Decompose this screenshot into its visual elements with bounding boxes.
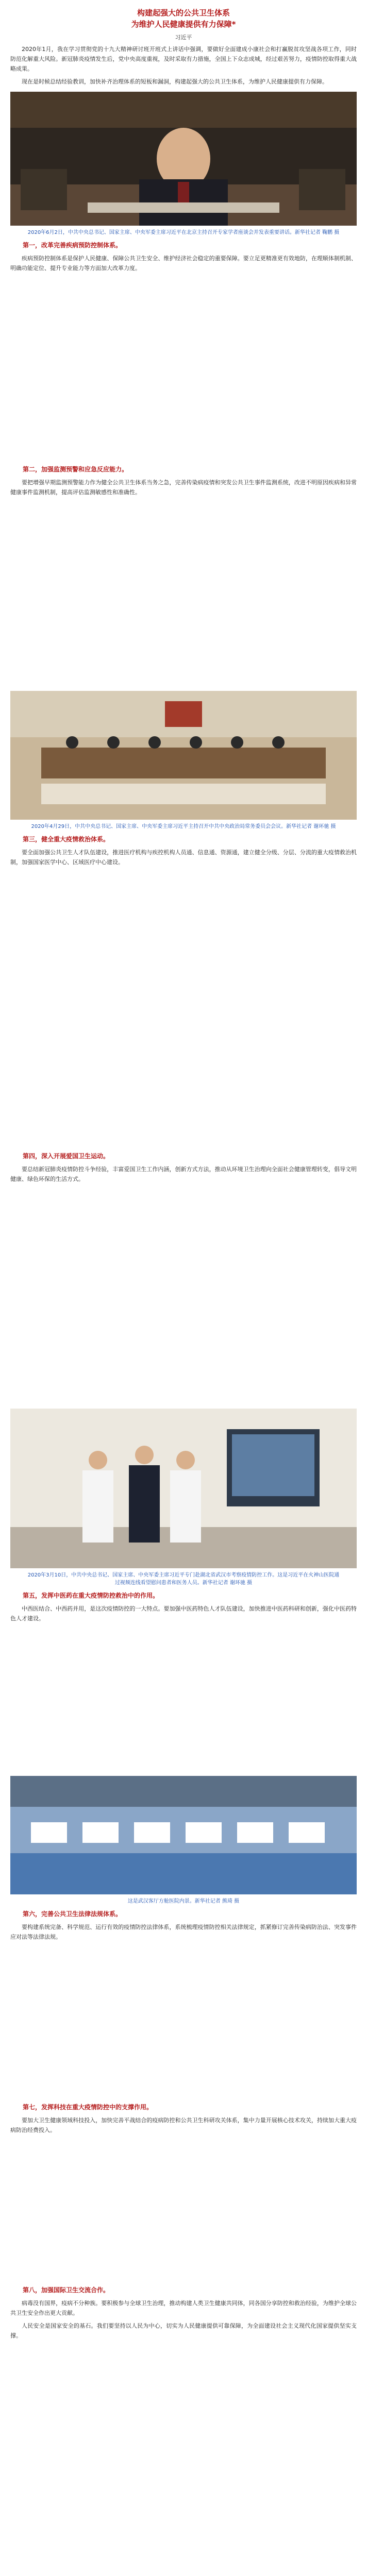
section-5-text: 中西医结合、中西药并用，是这次疫情防控的一大特点。要加强中医药特色人才队伍建设，加快推进中医药科研和创新，强化中医药特色人才建设。 (10, 1605, 357, 1622)
header (10, 0, 357, 41)
speech-photo-illustration (10, 92, 357, 226)
article-title-line1: 构建起强大的公共卫生体系 (137, 8, 230, 18)
text-block-spacer (10, 870, 357, 1148)
photo-field-hospital (10, 1776, 357, 1894)
text-block-spacer (10, 276, 357, 462)
section-8-head: 第八，加强国际卫生交流合作。 (23, 2286, 110, 2294)
hospital-photo-illustration (10, 1409, 357, 1568)
text-block-spacer (10, 1187, 357, 1403)
photo-meeting (10, 691, 357, 820)
section-2-text: 要把增强早期监测预警能力作为健全公共卫生体系当务之急，完善传染病疫情和突发公共卫生事件监测系统，改进不明原因疾病和异常健康事件监测机制，提高评估监测敏感性和准确性。 (10, 479, 357, 496)
intro-paragraph-2: 现在是时候总结经验教训，加快补齐治理体系的短板和漏洞，构建起强大的公共卫生体系，为维护人民健康提供有力保障。 (22, 78, 328, 85)
photo-caption-3: 2020年3月10日，中共中央总书记、国家主席、中央军委主席习近平专门赴湖北省武汉市考察疫情防控工作。这是习近平在火神山医院通过视频连线看望慰问患者和医务人员。新华社记者 谢环驰 摄 (27, 1572, 340, 1586)
section-6-text: 要构建系统完备、科学规范、运行有效的疫情防控法律体系，系统梳理疫情防控相关法律规定，抓紧修订完善传染病防治法、突发事件应对法等法律法规。 (10, 1924, 357, 1940)
section-6-head: 第六，完善公共卫生法律法规体系。 (23, 1910, 122, 1918)
section-7-head: 第七，发挥科技在重大疫情防控中的支撑作用。 (23, 2104, 153, 2111)
text-block-spacer (10, 2138, 357, 2282)
section-3-head: 第三，健全重大疫情救治体系。 (23, 836, 110, 843)
article-author: 习近平 (175, 34, 192, 41)
section-4-text: 要总结新冠肺炎疫情防控斗争经验，丰富爱国卫生工作内涵，创新方式方法，推动从环境卫生治理向全面社会健康管理转变，倡导文明健康、绿色环保的生活方式。 (10, 1166, 357, 1182)
article-title-line2: 为维护人民健康提供有力保障* (131, 20, 236, 29)
photo-caption-4: 这是武汉客厅方舱医院内景。新华社记者 熊琦 摄 (127, 1899, 240, 1904)
closing-paragraph: 人民安全是国家安全的基石。我们要坚持以人民为中心，切实为人民健康提供可靠保障，为全面建设社会主义现代化国家提供坚实支撑。 (10, 2323, 357, 2339)
text-block-spacer (10, 1626, 357, 1771)
field-hospital-illustration (10, 1776, 357, 1894)
intro-paragraph-1: 2020年1月，我在学习贯彻党的十九大精神研讨班开班式上讲话中强调，要做好全面建成小康社会和打赢脱贫攻坚战各项工作，同时防范化解重大风险。新冠肺炎疫情发生后，党中央高度重视，及时采取有力措施，全国上下众志成城，经过艰苦努力，疫情防控取得重大战略成果。 (10, 46, 357, 72)
photo-caption-2: 2020年4月29日，中共中央总书记、国家主席、中央军委主席习近平主持召开中共中央政治局常务委员会会议。新华社记者 谢环驰 摄 (31, 824, 336, 829)
section-8-text: 病毒没有国界，疫病不分种族。要积极参与全球卫生治理，推动构建人类卫生健康共同体，同各国分享防控和救治经验，为维护全球公共卫生安全作出更大贡献。 (10, 2300, 357, 2316)
text-block-spacer (10, 500, 357, 686)
text-block-spacer (10, 1945, 357, 2099)
section-2-head: 第二，加强监测预警和应急反应能力。 (23, 466, 128, 473)
meeting-photo-illustration (10, 691, 357, 820)
section-3-text: 要全面加强公共卫生人才队伍建设，推进医疗机构与疾控机构人员通、信息通、资源通，建立健全分级、分层、分流的重大疫情救治机制，加强国家医学中心、区域医疗中心建设。 (10, 849, 357, 866)
section-7-text: 要加大卫生健康领域科技投入，加快完善平战结合的疫病防控和公共卫生科研攻关体系，集中力量开展核心技术攻关，持续加大重大疫病防治经费投入。 (10, 2117, 357, 2133)
photo-speech (10, 92, 357, 226)
photo-caption-1: 2020年6月2日，中共中央总书记、国家主席、中央军委主席习近平在北京主持召开专家学者座谈会并发表重要讲话。新华社记者 鞠鹏 摄 (27, 230, 340, 235)
section-1-head: 第一，改革完善疾病预防控制体系。 (23, 242, 122, 249)
section-5-head: 第五，发挥中医药在重大疫情防控救治中的作用。 (23, 1592, 159, 1599)
section-1-text: 疾病预防控制体系是保护人民健康、保障公共卫生安全、维护经济社会稳定的重要保障。要立足更精准更有效地防，在理顺体制机制、明确功能定位、提升专业能力等方面加大改革力度。 (10, 255, 357, 272)
photo-hospital-visit (10, 1409, 357, 1568)
section-4-head: 第四，深入开展爱国卫生运动。 (23, 1153, 110, 1160)
